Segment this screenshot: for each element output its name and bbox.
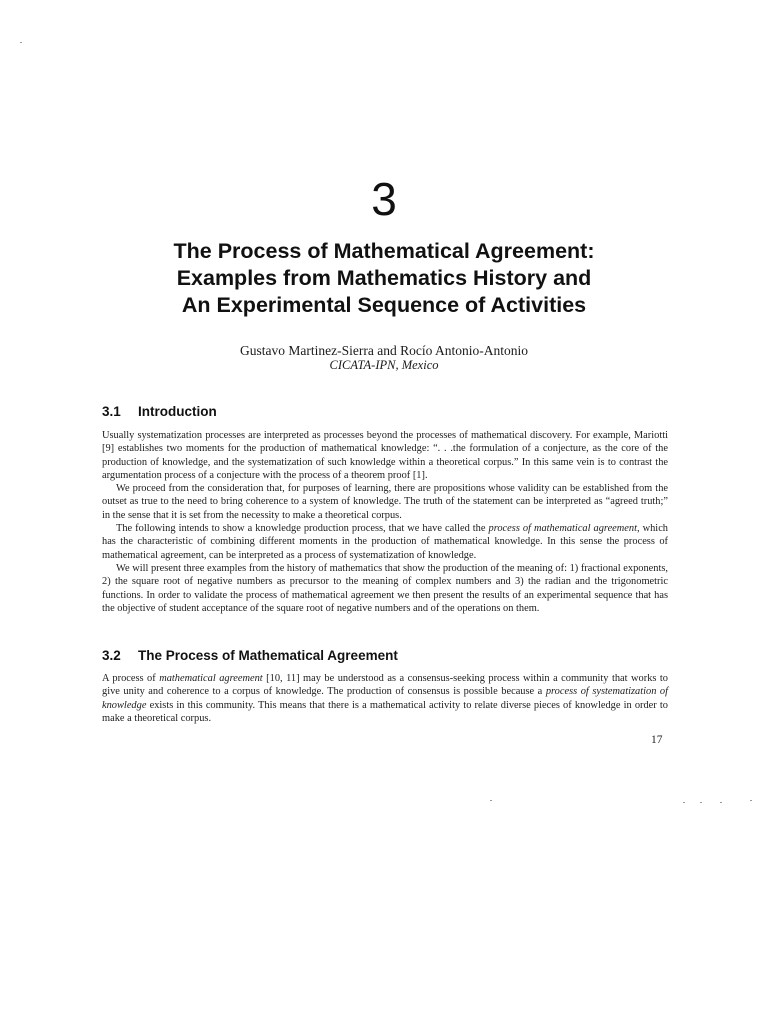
text-run: The following intends to show a knowledge production process, that we have called the <box>116 523 489 535</box>
text-run: , which has the characteristic of combining different moments in the production of mathematical knowledge. In this sense the process of mathematical agreement, can be interpreted as a process of systematization of knowledge. <box>102 523 668 561</box>
scan-speck <box>720 802 722 803</box>
page-number: 17 <box>651 734 663 746</box>
section-title: The Process of Mathematical Agreement <box>138 648 398 663</box>
paragraph <box>102 672 668 725</box>
title-line: Examples from Mathematics History and <box>176 266 592 290</box>
scan-speck <box>683 802 685 803</box>
section-heading-introduction <box>102 404 217 419</box>
authors: Gustavo Martinez-Sierra and Rocío Antonio-Antonio <box>240 343 528 358</box>
section-title: Introduction <box>138 404 217 419</box>
scan-speck <box>490 800 492 801</box>
title-line: An Experimental Sequence of Activities <box>181 293 587 317</box>
section-number: 3.2 <box>102 648 121 663</box>
emphasis: process of systematization of knowledge <box>102 686 669 711</box>
section-heading-process <box>102 648 398 663</box>
chapter-number: 3 <box>371 173 397 225</box>
paragraph <box>102 522 668 562</box>
paragraph: We will present three examples from the history of mathematics that show the production of the meaning of: 1) fractional exponents, 2) the square root of negative numbers as precursor to the meaning of complex numbers and 3) the radian and the trigonometric functions. In order to validate the process of mathematical agreement we then present the results of an experimental sequence that has the objective of student acceptance of the square root of negative numbers and of the operations on them. <box>102 562 668 614</box>
text-run: [10, 11] may be understood as a consensus-seeking process within a community that works to give unity and coherence to a corpus of knowledge. The production of consensus is possible because a <box>102 673 668 698</box>
section-body-introduction <box>102 429 668 615</box>
scan-speck <box>700 802 702 803</box>
paragraph: We proceed from the consideration that, for purposes of learning, there are propositions whose validity can be established from the outset as true to the need to bring coherence to a system of knowledge. The truth of the statement can be interpreted as “agreed truth;” in the sense that it is set from the necessity to make a theoretical corpus. <box>102 483 668 521</box>
section-body-process <box>102 672 668 725</box>
text-run: A process of <box>102 673 160 684</box>
text-run: exists in this community. This means that there is a mathematical activity to relate diverse pieces of knowledge in order to make a theoretical corpus. <box>102 699 668 724</box>
chapter-title <box>60 238 708 319</box>
section-number: 3.1 <box>102 404 121 419</box>
affiliation: CICATA-IPN, Mexico <box>329 358 439 372</box>
emphasis: process of mathematical agreement <box>488 523 637 535</box>
scan-speck <box>20 42 22 43</box>
scan-speck <box>750 800 752 801</box>
paragraph: Usually systematization processes are interpreted as processes beyond the processes of mathematical discovery. For example, Mariotti [9] establishes two moments for the production of mathematical knowledge: “. . .the formulation of a conjecture, as the core of the production of knowledge, and the systematization of such knowledge within a theoretical corpus.” In this same vein is to contrast the argumentation process of a conjecture with the process of a theorem proof [1]. <box>102 430 668 481</box>
title-line: The Process of Mathematical Agreement: <box>173 239 595 263</box>
emphasis: mathematical agreement <box>159 673 263 684</box>
